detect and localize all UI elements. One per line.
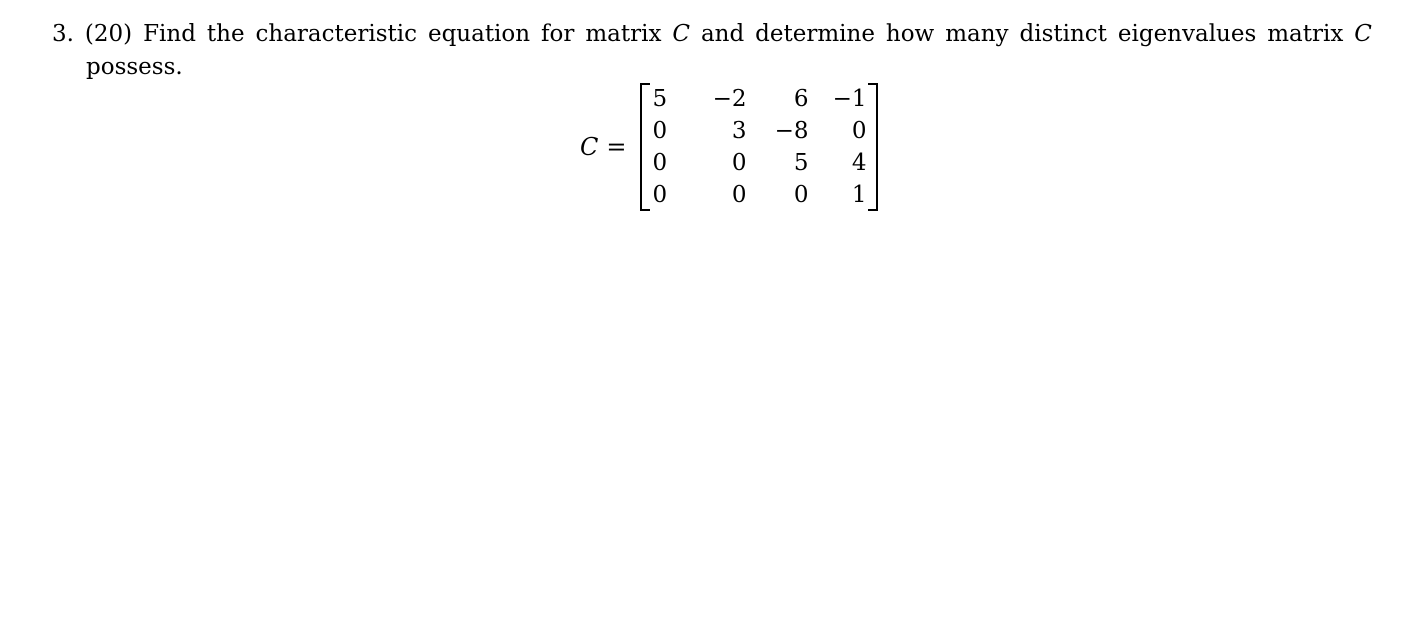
word: distinct <box>1019 21 1107 47</box>
problem-points: (20) <box>84 21 133 47</box>
matrix-cell: −8 <box>774 118 809 144</box>
matrix-name: C <box>580 133 599 161</box>
equals-sign: = <box>606 133 627 161</box>
word: determine <box>755 21 875 47</box>
word: eigenvalues <box>1117 21 1257 47</box>
matrix-cell: 1 <box>851 182 867 208</box>
matrix-equation <box>580 82 878 212</box>
word: matrix <box>1267 21 1344 47</box>
matrix-cell: 0 <box>652 150 668 176</box>
word: equation <box>427 21 531 47</box>
right-bracket <box>868 83 878 211</box>
matrix-cell: 0 <box>731 182 747 208</box>
word: Find <box>143 21 196 47</box>
matrix-entries <box>650 83 868 211</box>
matrix-cell: 0 <box>652 182 668 208</box>
word: for <box>541 21 575 47</box>
problem-statement <box>52 18 1372 84</box>
matrix-variable: C <box>672 21 690 47</box>
problem-first-line <box>52 18 1372 51</box>
matrix-cell: −1 <box>832 86 867 112</box>
word: the <box>206 21 245 47</box>
matrix-cell: 0 <box>793 182 809 208</box>
word: how <box>885 21 935 47</box>
matrix-cell: 5 <box>652 86 668 112</box>
matrix-cell: 4 <box>851 150 867 176</box>
word: and <box>700 21 745 47</box>
word: characteristic <box>255 21 417 47</box>
matrix-cell: 5 <box>793 150 809 176</box>
word: matrix <box>585 21 662 47</box>
matrix-cell: 0 <box>731 150 747 176</box>
matrix-cell: 3 <box>731 118 747 144</box>
left-bracket <box>640 83 650 211</box>
problem-number: 3. <box>52 21 74 47</box>
word: many <box>945 21 1009 47</box>
matrix-cell: 0 <box>652 118 668 144</box>
problem-second-line: possess. <box>86 54 183 80</box>
matrix-cell: 6 <box>793 86 809 112</box>
matrix-cell: 0 <box>851 118 867 144</box>
matrix-variable: C <box>1354 21 1372 47</box>
matrix-cell: −2 <box>712 86 747 112</box>
